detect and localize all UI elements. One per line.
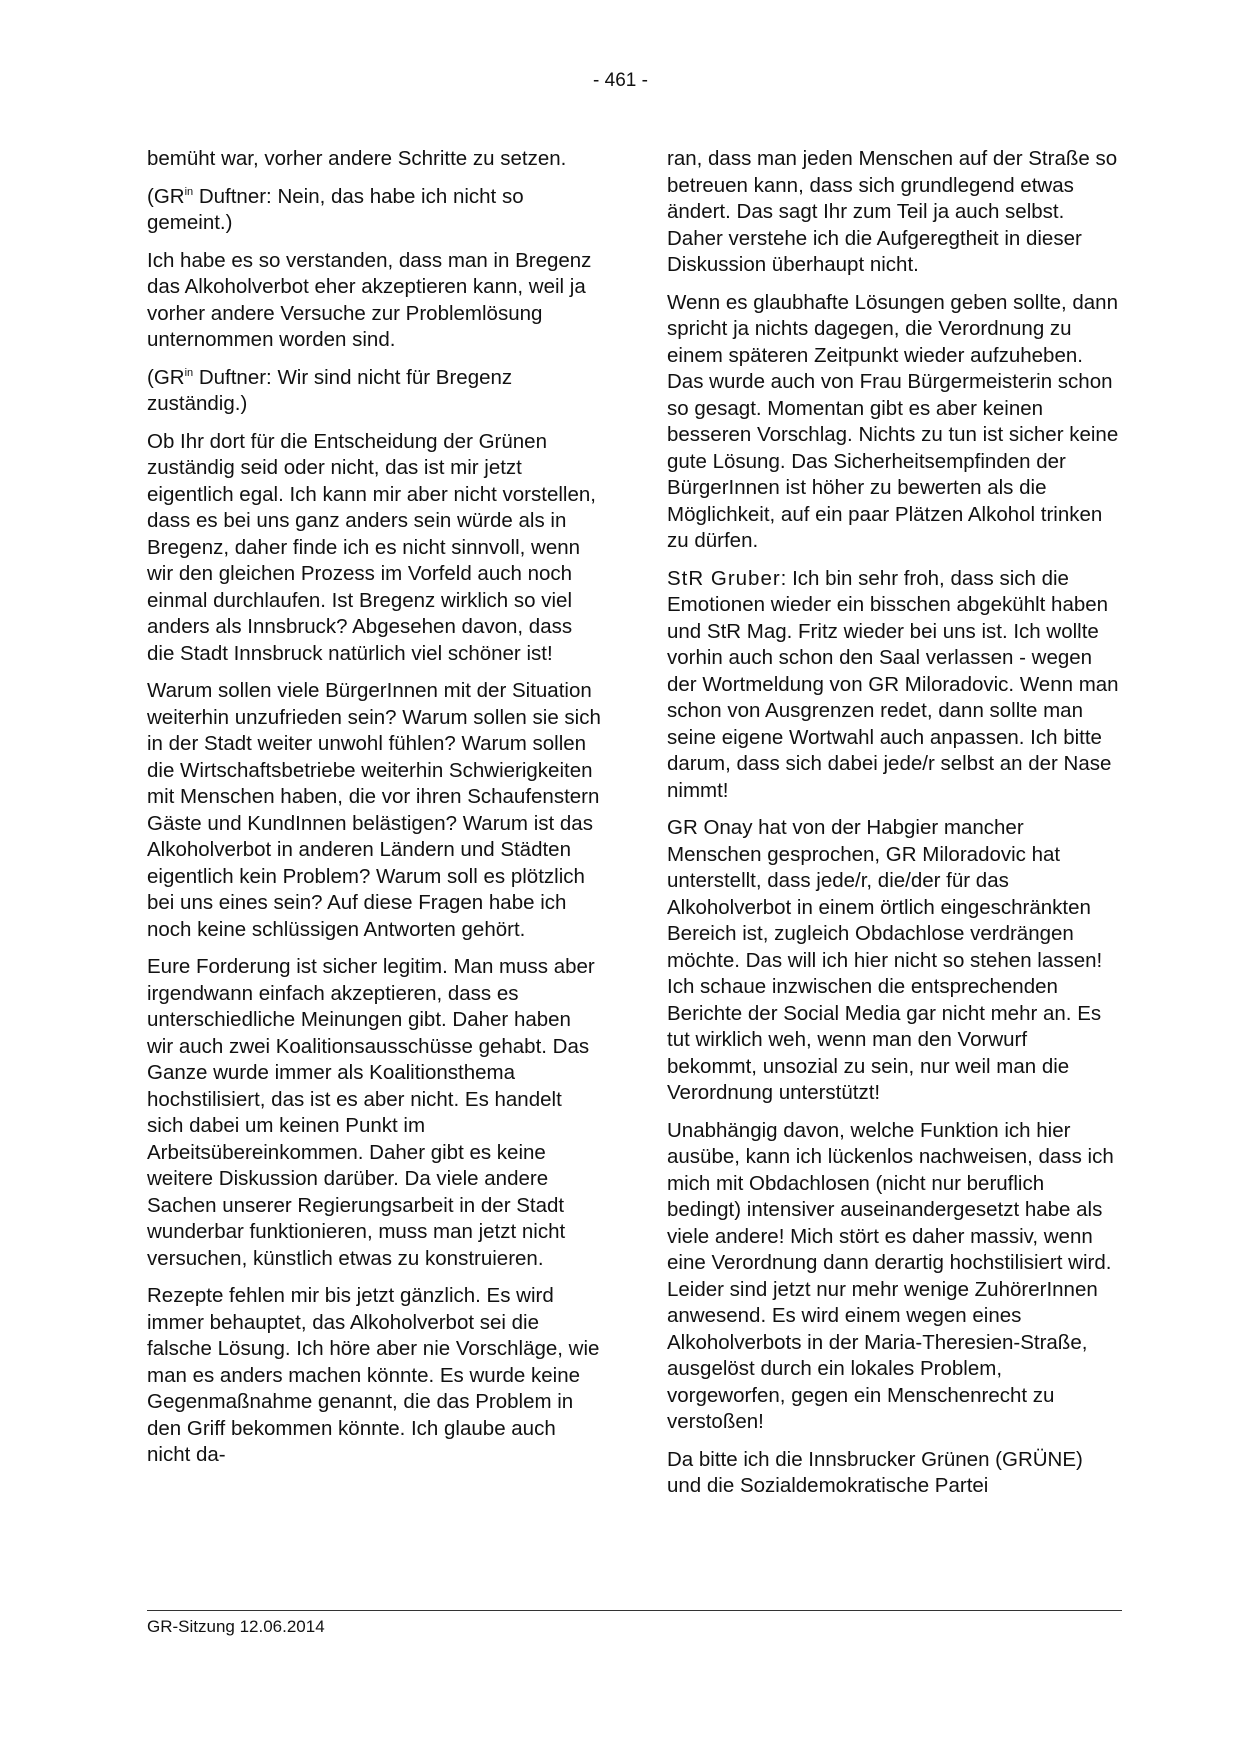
superscript: in — [184, 185, 194, 198]
speaker-name: StR Gruber — [667, 566, 781, 590]
paragraph: bemüht war, vorher andere Schritte zu setzen. — [147, 147, 567, 170]
speech-paragraph — [667, 566, 1122, 805]
paragraph: Ob Ihr dort für die Entscheidung der Grünen zuständig seid oder nicht, das ist mir jetzt eigentlich egal. Ich kann mir aber nicht vorstellen, dass es bei uns ganz anders sein würde als in Bregenz, daher finde ich es nicht sinnvoll, wenn wir den gleichen Prozess im Vorfeld auch noch einmal durchlaufen. Ist Bregenz wirklich so viel anders als Innsbruck? Abgesehen davon, dass die Stadt Innsbruck natürlich viel schöner ist! — [147, 429, 596, 665]
interjection — [147, 184, 602, 237]
interjection-open: (GR — [147, 184, 185, 208]
footer-divider — [147, 1610, 1122, 1611]
paragraph: Eure Forderung ist sicher legitim. Man muss aber irgendwann einfach akzeptieren, dass es unterschiedliche Meinungen gibt. Daher haben wir auch zwei Koalitionsausschüsse gehabt. Das Ganze wurde immer als Koalitionsthema hochstilisiert, das ist es aber nicht. Es handelt sich dabei um keinen Punkt im Arbeitsübereinkommen. Daher gibt es keine weitere Diskussion darüber. Da viele andere Sachen unserer Regierungsarbeit in der Stadt wunderbar funktionieren, muss man jetzt nicht versuchen, künstlich etwas zu konstruieren. — [147, 955, 595, 1270]
paragraph: Da bitte ich die Innsbrucker Grünen (GRÜNE) und die Sozialdemokratische Partei — [667, 1447, 1083, 1497]
paragraph: Rezepte fehlen mir bis jetzt gänzlich. Es wird immer behauptet, das Alkoholverbot sei die falsche Lösung. Ich höre aber nie Vorschläge, wie man es anders machen könnte. Es wurde keine Gegenmaßnahme genannt, die das Problem in den Griff bekommen könnte. Ich glaube auch nicht da- — [147, 1284, 600, 1466]
paragraph: GR Onay hat von der Habgier mancher Menschen gesprochen, GR Miloradovic hat unterstellt, dass jede/r, die/der für das Alkoholverbot in einem örtlich eingeschränkten Bereich ist, zugleich Obdachlose verdrängen möchte. Das will ich hier nicht so stehen lassen! Ich schaue inzwischen die entsprechenden Berichte der Social Media gar nicht mehr an. Es tut wirklich weh, wenn man den Vorwurf bekommt, unsozial zu sein, nur weil man die Verordnung unterstützt! — [667, 816, 1103, 1104]
paragraph: ran, dass man jeden Menschen auf der Straße so betreuen kann, dass sich grundlegend etwas ändert. Das sagt Ihr zum Teil ja auch selbst. Daher verstehe ich die Aufgeregtheit in dieser Diskussion überhaupt nicht. — [667, 147, 1118, 276]
paragraph: Unabhängig davon, welche Funktion ich hier ausübe, kann ich lückenlos nachweisen, dass ich mich mit Obdachlosen (nicht nur beruflich bedingt) intensiver auseinandergesetzt habe als viele andere! Mich stört es daher massiv, wenn eine Verordnung dann derartig hochstilisiert wird. Leider sind jetzt nur mehr wenige ZuhörerInnen anwesend. Es wird einem wegen eines Alkoholverbots in der Maria-Theresien-Straße, ausgelöst durch ein lokales Problem, vorgeworfen, gegen ein Menschenrecht zu verstoßen! — [667, 1118, 1114, 1433]
page-number: - 461 - — [593, 70, 648, 91]
interjection-open: (GR — [147, 365, 185, 389]
interjection — [147, 365, 602, 418]
speech-text: : Ich bin sehr froh, dass sich die Emotionen wieder ein bisschen abgekühlt haben und StR Mag. Fritz wieder bei uns ist. Ich wollte vorhin auch schon den Saal verlassen - wegen der Wortmeldung von GR Miloradovic. Wenn man schon von Ausgrenzen redet, dann sollte man seine eigene Wortwahl auch anpassen. Ich bitte darum, dass sich dabei jede/r selbst an der Nase nimmt! — [667, 566, 1119, 802]
left-column — [147, 146, 602, 1480]
right-column — [667, 146, 1122, 1511]
paragraph: Wenn es glaubhafte Lösungen geben sollte, dann spricht ja nichts dagegen, die Verordnung zu einem späteren Zeitpunkt wieder aufzuheben. Das wurde auch von Frau Bürgermeisterin schon so gesagt. Momentan gibt es aber keinen besseren Vorschlag. Nichts zu tun ist sicher keine gute Lösung. Das Sicherheitsempfinden der BürgerInnen ist höher zu bewerten als die Möglichkeit, auf ein paar Plätzen Alkohol trinken zu dürfen. — [667, 290, 1119, 552]
superscript: in — [184, 366, 194, 379]
interjection-text: Duftner: Wir sind nicht für Bregenz zuständig.) — [147, 365, 513, 415]
interjection-text: Duftner: Nein, das habe ich nicht so gemeint.) — [147, 184, 524, 234]
paragraph: Ich habe es so verstanden, dass man in Bregenz das Alkoholverbot eher akzeptieren kann, weil ja vorher andere Versuche zur Problemlösung unternommen worden sind. — [147, 248, 592, 351]
footer-session-date: GR-Sitzung 12.06.2014 — [147, 1617, 325, 1636]
paragraph: Warum sollen viele BürgerInnen mit der Situation weiterhin unzufrieden sein? Warum sollen sie sich in der Stadt weiter unwohl fühlen? Warum sollen die Wirtschaftsbetriebe weiterhin Schwierigkeiten mit Menschen haben, die vor ihren Schaufenstern Gäste und KundInnen belästigen? Warum ist das Alkoholverbot in anderen Ländern und Städten eigentlich kein Problem? Warum soll es plötzlich bei uns eines sein? Auf diese Fragen habe ich noch keine schlüssigen Antworten gehört. — [147, 679, 601, 941]
